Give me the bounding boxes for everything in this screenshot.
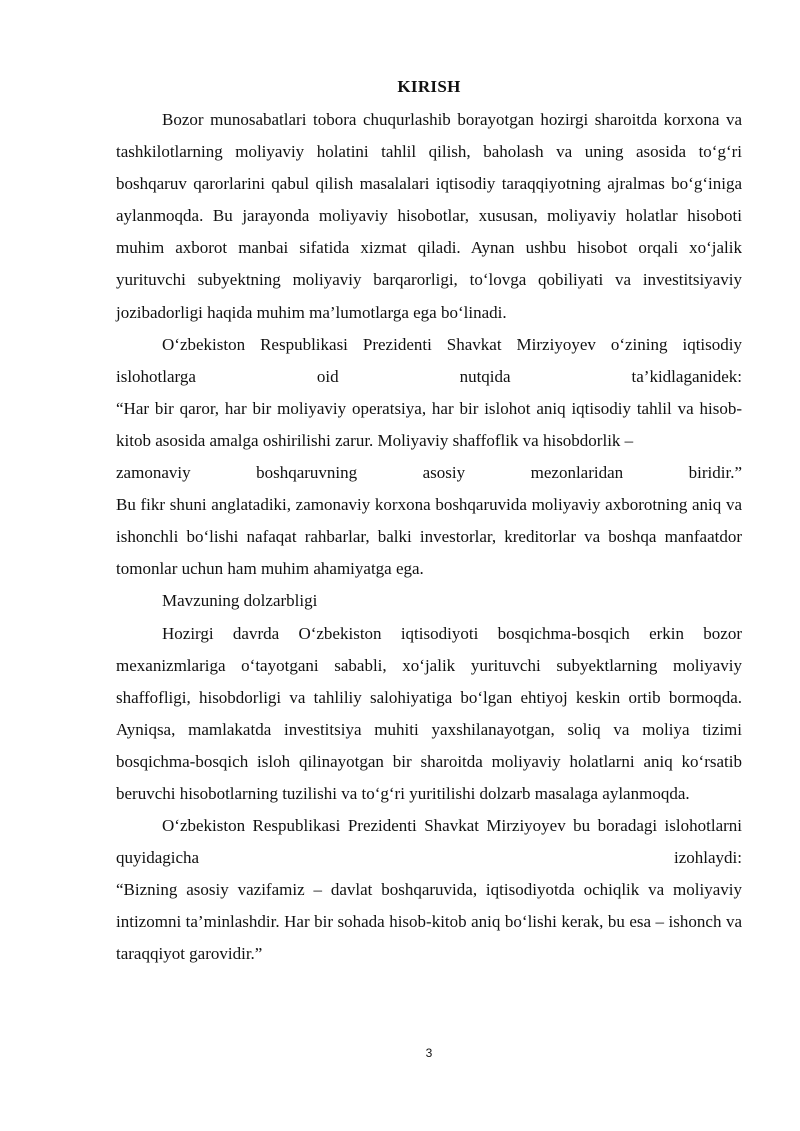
quote-president-reforms: “Bizning asosiy vazifamiz – davlat boshqaruvida, iqtisodiyotda ochiqlik va moliyaviy intizomni ta’minlashdir. Har bir sohada hisob-kitob aniq bo‘lishi kerak, bu esa – ishonch va taraqqiyot garovidir.” bbox=[116, 880, 742, 964]
paragraph-relevance: Hozirgi davrda O‘zbekiston iqtisodiyoti bosqichma-bosqich erkin bozor mexanizmlariga o‘tayotgani sababli, xo‘jalik yurituvchi subyektlarning moliyaviy shaffofligi, hisobdorligi va tahliliy salohiyatiga bo‘lgan ehtiyoj keskin ortib bormoqda. Ayniqsa, mamlakatda investitsiya muhiti yaxshilanayotgan, soliq va moliya tizimi bosqichma-bosqich isloh qilinayotgan bir sharoitda moliyaviy holatlarni aniq ko‘rsatib beruvchi hisobotlarning tuzilishi va to‘g‘ri yuritilishi dolzarb masalaga aylanmoqda. bbox=[116, 623, 742, 803]
paragraph-introduction: Bozor munosabatlari tobora chuqurlashib borayotgan hozirgi sharoitda korxona va tashkilotlarning moliyaviy holatini tahlil qilish, baholash va uning asosida to‘g‘ri boshqaruv qarorlarini qabul qilish masalalari iqtisodiy taraqqiyotning ajralmas bo‘g‘iniga aylanmoqda. Bu jarayonda moliyaviy hisobotlar, xususan, moliyaviy holatlar hisoboti muhim axborot manbai sifatida xizmat qiladi. Aynan ushbu hisobot orqali xo‘jalik yurituvchi subyektning moliyaviy barqarorligi, to‘lovga qobiliyati va investitsiyaviy jozibadorligi haqida muhim ma’lumotlarga ega bo‘linadi. bbox=[116, 110, 742, 322]
body-text bbox=[116, 104, 742, 971]
paragraph-president-reforms: O‘zbekiston Respublikasi Prezidenti Shavkat Mirziyoyev bu boradagi islohotlarni quyidagicha izohlaydi: bbox=[116, 816, 742, 868]
paragraph-interpretation: Bu fikr shuni anglatadiki, zamonaviy korxona boshqaruvida moliyaviy axborotning aniq va ishonchli bo‘lishi nafaqat rahbarlar, balki investorlar, kreditorlar va boshqa manfaatdor tomonlar uchun ham muhim ahamiyatga ega. bbox=[116, 495, 742, 579]
page-number: 3 bbox=[425, 1046, 433, 1060]
section-heading-relevance: Mavzuning dolzarbligi bbox=[162, 591, 318, 611]
document-page bbox=[116, 0, 742, 1131]
page-title: KIRISH bbox=[397, 77, 461, 96]
paragraph-president-intro: O‘zbekiston Respublikasi Prezidenti Shavkat Mirziyoyev o‘zining iqtisodiy islohotlarga oid nutqida ta’kidlaganidek: bbox=[116, 334, 742, 386]
quote-president-part-1: “Har bir qaror, har bir moliyaviy operatsiya, har bir islohot aniq iqtisodiy tahlil va hisob-kitob asosida amalga oshirilishi zarur. Moliyaviy shaffoflik va hisobdorlik – bbox=[116, 398, 742, 450]
quote-president-part-2: zamonaviy boshqaruvning asosiy mezonlaridan biridir.” bbox=[116, 463, 742, 483]
